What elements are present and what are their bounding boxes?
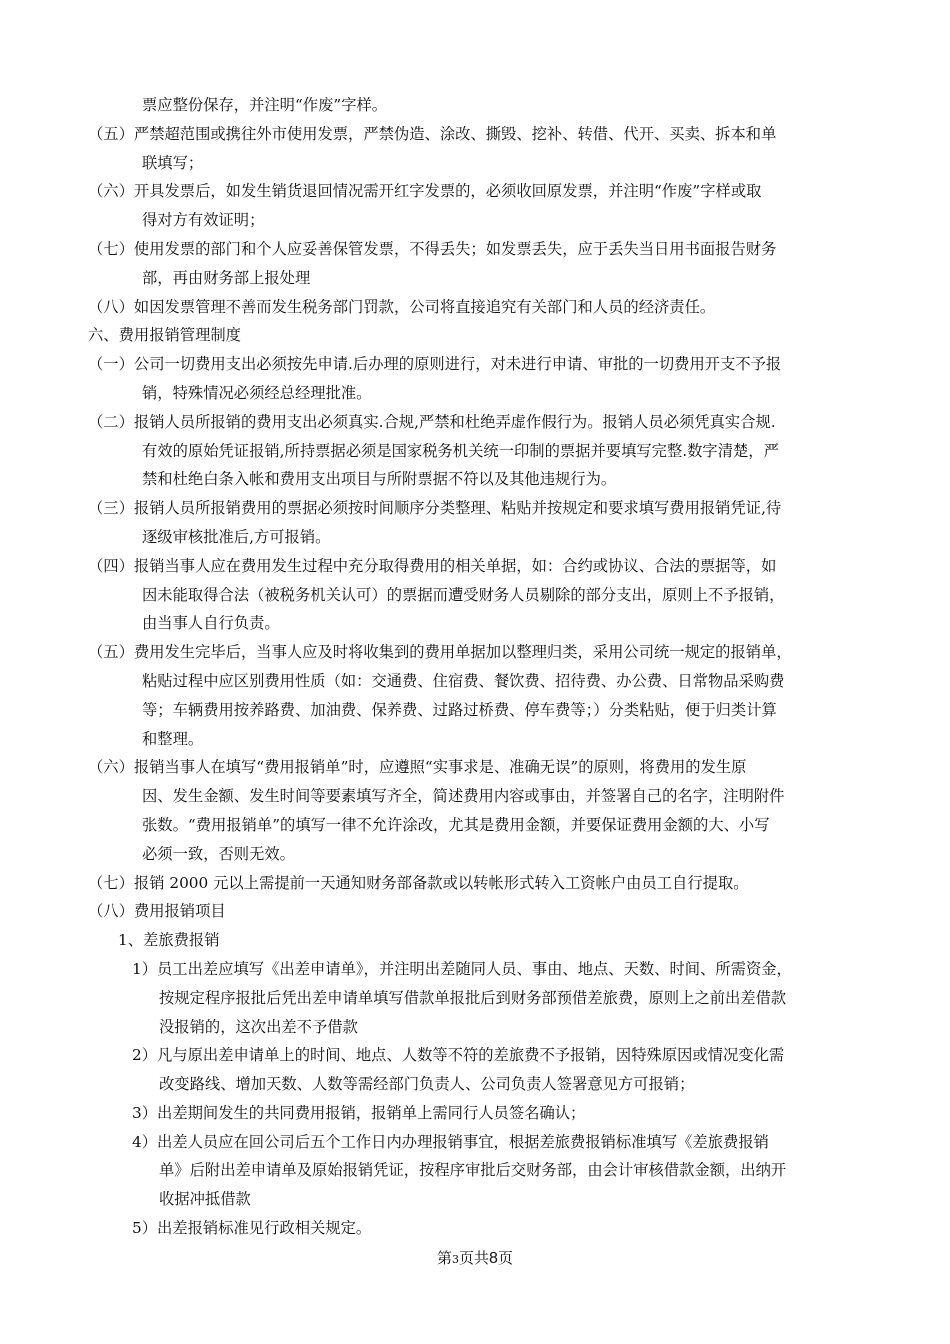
document-line: 得对方有效证明； bbox=[142, 211, 265, 230]
document-line: 按规定程序报批后凭出差申请单填写借款单报批后到财务部预借差旅费，原则上之前出差借款 bbox=[159, 988, 787, 1007]
document-line: （六）开具发票后，如发生销货退回情况需开红字发票的，必须收回原发票，并注明“作废”字样或取 bbox=[88, 182, 762, 201]
document-line: 有效的原始凭证报销,所持票据必须是国家税务机关统一印制的票据并要填写完整.数字清楚，严 bbox=[142, 441, 779, 460]
document-line: （七）使用发票的部门和个人应妥善保管发票，不得丢失；如发票丢失，应于丢失当日用书面报告财务 bbox=[88, 239, 777, 258]
footer-prefix: 第 bbox=[437, 1249, 453, 1267]
document-line: （六）报销当事人在填写“费用报销单”时，应遵照“实事求是、准确无误”的原则，将费用的发生原 bbox=[88, 758, 747, 777]
document-line: 销，特殊情况必须经总经理批准。 bbox=[142, 383, 372, 402]
document-line: 逐级审核批准后,方可报销。 bbox=[142, 527, 331, 546]
document-line: 没报销的，这次出差不予借款 bbox=[159, 1017, 358, 1036]
document-line: 因未能取得合法（被税务机关认可）的票据而遭受财务人员剔除的部分支出，原则上不予报销， bbox=[142, 585, 785, 604]
document-line: （八）如因发票管理不善而发生税务部门罚款，公司将直接追究有关部门和人员的经济责任。 bbox=[88, 297, 716, 316]
document-line: 由当事人自行负责。 bbox=[142, 614, 280, 633]
document-line: 改变路线、增加天数、人数等需经部门负责人、公司负责人签署意见方可报销； bbox=[159, 1075, 695, 1094]
document-line: （三）报销人员所报销费用的票据必须按时间顺序分类整理、粘贴并按规定和要求填写费用报销凭证,待 bbox=[88, 499, 782, 518]
page-footer bbox=[0, 1248, 950, 1270]
footer-middle: 页共 bbox=[459, 1249, 490, 1267]
document-line: 等；车辆费用按养路费、加油费、保养费、过路过桥费、停车费等；）分类粘贴，便于归类计算 bbox=[142, 700, 777, 719]
document-line: 部，再由财务部上报处理 bbox=[142, 268, 311, 287]
document-line: （二）报销人员所报销的费用支出必须真实.合规,严禁和杜绝弄虚作假行为。报销人员必须凭真实合规. bbox=[88, 412, 776, 431]
document-line: 六、费用报销管理制度 bbox=[88, 326, 241, 345]
footer-page-number: 3 bbox=[452, 1253, 460, 1266]
document-line: 联填写； bbox=[142, 153, 204, 172]
document-line: 票应整份保存，并注明“作废”字样。 bbox=[142, 96, 388, 114]
document-line: （七）报销 2000 元以上需提前一天通知财务部备款或以转帐形式转入工资帐户由员工自行提取。 bbox=[88, 873, 749, 892]
document-line: （八）费用报销项目 bbox=[88, 902, 226, 921]
document-line: 1）员工出差应填写《出差申请单》，并注明出差随同人员、事由、地点、天数、时间、所需资金， bbox=[132, 959, 792, 978]
document-line: 因、发生金额、发生时间等要素填写齐全，简述费用内容或事由，并签署自己的名字，注明附件 bbox=[142, 787, 785, 806]
document-line: 张数。“费用报销单”的填写一律不允许涂改，尤其是费用金额，并要保证费用金额的大、小写 bbox=[142, 815, 770, 834]
document-line: 4）出差人员应在回公司后五个工作日内办理报销事宜，根据差旅费报销标准填写《差旅费报销 bbox=[132, 1132, 769, 1151]
footer-total-pages: 8 bbox=[489, 1250, 498, 1267]
document-line: 必须一致，否则无效。 bbox=[142, 844, 295, 863]
document-line: 和整理。 bbox=[142, 729, 204, 748]
document-line: 3）出差期间发生的共同费用报销，报销单上需同行人员签名确认； bbox=[132, 1103, 586, 1122]
document-line: 粘贴过程中应区别费用性质（如：交通费、住宿费、餐饮费、招待费、办公费、日常物品采购费 bbox=[142, 671, 785, 690]
document-line: （一）公司一切费用支出必须按先申请.后办理的原则进行，对未进行申请、审批的一切费用开支不予报 bbox=[88, 355, 782, 374]
document-line: 1、差旅费报销 bbox=[118, 931, 220, 950]
document-line: 禁和杜绝白条入帐和费用支出项目与所附票据不符以及其他违规行为。 bbox=[142, 470, 617, 489]
document-line: （五）严禁超范围或携往外市使用发票，严禁伪造、涂改、撕毁、挖补、转借、代开、买卖、拆本和单 bbox=[88, 124, 777, 143]
document-line: 单》后附出差申请单及原始报销凭证，按程序审批后交财务部，由会计审核借款金额，出纳开 bbox=[159, 1161, 787, 1180]
document-line: 收据冲抵借款 bbox=[159, 1190, 251, 1209]
document-body bbox=[88, 91, 868, 1243]
footer-suffix: 页 bbox=[497, 1249, 513, 1267]
document-line: 2）凡与原出差申请单上的时间、地点、人数等不符的差旅费不予报销，因特殊原因或情况变化需 bbox=[132, 1046, 785, 1065]
document-line: （四）报销当事人应在费用发生过程中充分取得费用的相关单据，如：合约或协议、合法的票据等，如 bbox=[88, 556, 777, 575]
document-line: 5）出差报销标准见行政相关规定。 bbox=[132, 1219, 372, 1238]
document-line: （五）费用发生完毕后，当事人应及时将收集到的费用单据加以整理归类，采用公司统一规定的报销单， bbox=[88, 643, 792, 662]
